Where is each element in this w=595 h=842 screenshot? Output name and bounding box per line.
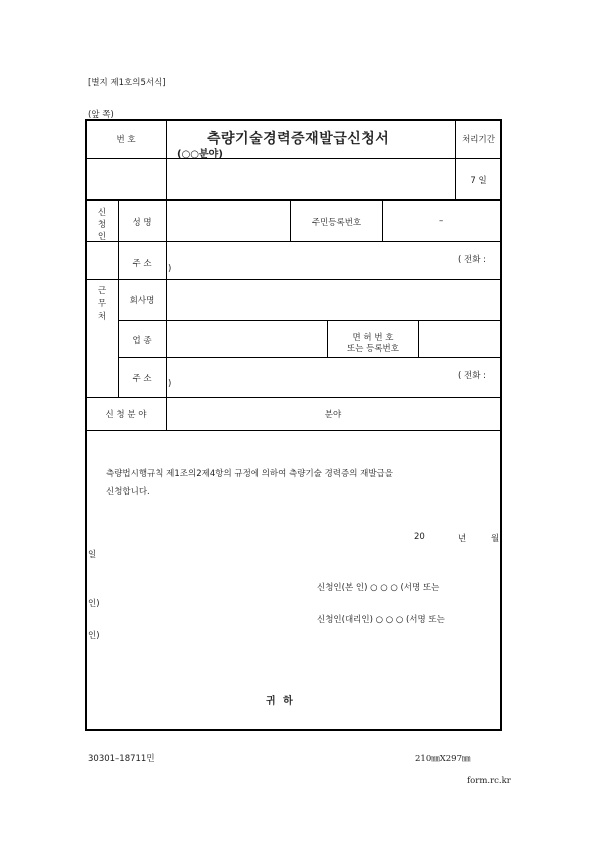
number-field[interactable] [87,160,165,198]
workplace-address-label: 주 소 [132,374,152,384]
industry-label: 업 종 [132,336,152,346]
frame-top-border [85,119,502,121]
name-label: 성 명 [132,218,152,228]
rrn-field[interactable] [384,201,500,240]
statement-line-2: 신청합니다. [106,487,150,497]
page-side-label: (앞 쪽) [88,110,114,120]
number-label: 번 호 [116,135,136,145]
workplace-phone-close: ) [168,379,172,389]
applicant-section-char-2: 청 [97,220,107,230]
company-label: 회사명 [129,296,155,306]
license-label-line-1: 면 허 번 호 [352,333,394,343]
date-year-label: 년 [458,534,467,544]
processing-period-value: 7 일 [470,176,487,186]
divider [86,397,501,398]
divider [455,119,456,200]
field-value[interactable]: 분야 [324,410,342,420]
signature-agent-tail: 인) [88,631,100,641]
addressee: 귀 하 [266,696,295,707]
divider [118,320,501,321]
field-label: 신 청 분 야 [105,410,147,420]
divider [382,200,383,241]
applicant-address-label: 주 소 [132,259,152,269]
form-title: 측량기술경력증재발급신청서 [207,131,390,147]
applicant-phone-label: ( 전화 : [458,255,487,265]
date-day-label: 일 [88,550,97,560]
frame-right-border [500,119,502,730]
divider [86,241,501,242]
name-field[interactable] [168,201,289,240]
license-label-line-2: 또는 등록번호 [347,344,399,354]
company-field[interactable] [168,281,498,319]
applicant-address-field[interactable] [168,243,498,278]
statement-line-1: 측량법시행규칙 제1조의2제4항의 규정에 의하여 측량기술 경력증의 재발급을 [106,469,393,479]
divider [418,320,419,357]
workplace-phone-label: ( 전화 : [458,371,487,381]
footer-form-code: 30301–18711민 [88,754,155,764]
divider [166,200,167,430]
divider [455,158,501,159]
signature-self-tail: 인) [88,599,100,609]
rrn-dash: – [439,216,444,226]
license-field[interactable] [420,322,498,356]
frame-bottom-border [85,729,502,731]
date-year-prefix: 20 [414,532,425,542]
divider [166,119,167,200]
workplace-section-char-2: 무 [97,299,107,309]
divider [86,158,166,159]
date-month-label: 월 [491,534,500,544]
workplace-section-char-3: 처 [97,312,107,322]
footer-paper-size: 210㎜Ⅹ297㎜ [415,754,471,764]
rrn-label: 주민등록번호 [311,218,362,228]
industry-field[interactable] [168,322,326,356]
applicant-section-char-1: 신 [97,208,107,218]
form-subtitle: (○○분야) [177,149,223,160]
divider [118,357,501,358]
signature-agent-line[interactable]: 신청인(대리인) ○ ○ ○ (서명 또는 [317,615,445,625]
applicant-section-char-3: 인 [97,232,107,242]
processing-period-label: 처리기간 [462,135,495,145]
divider [86,430,501,431]
form-reference: [별지 제1호의5서식] [88,78,166,88]
workplace-section-char-1: 근 [97,286,107,296]
workplace-address-field[interactable] [168,359,498,396]
signature-self-line[interactable]: 신청인(본 인) ○ ○ ○ (서명 또는 [317,583,440,593]
divider [86,279,501,280]
applicant-phone-close: ) [168,264,172,274]
footer-site: form.rc.kr [467,776,511,786]
